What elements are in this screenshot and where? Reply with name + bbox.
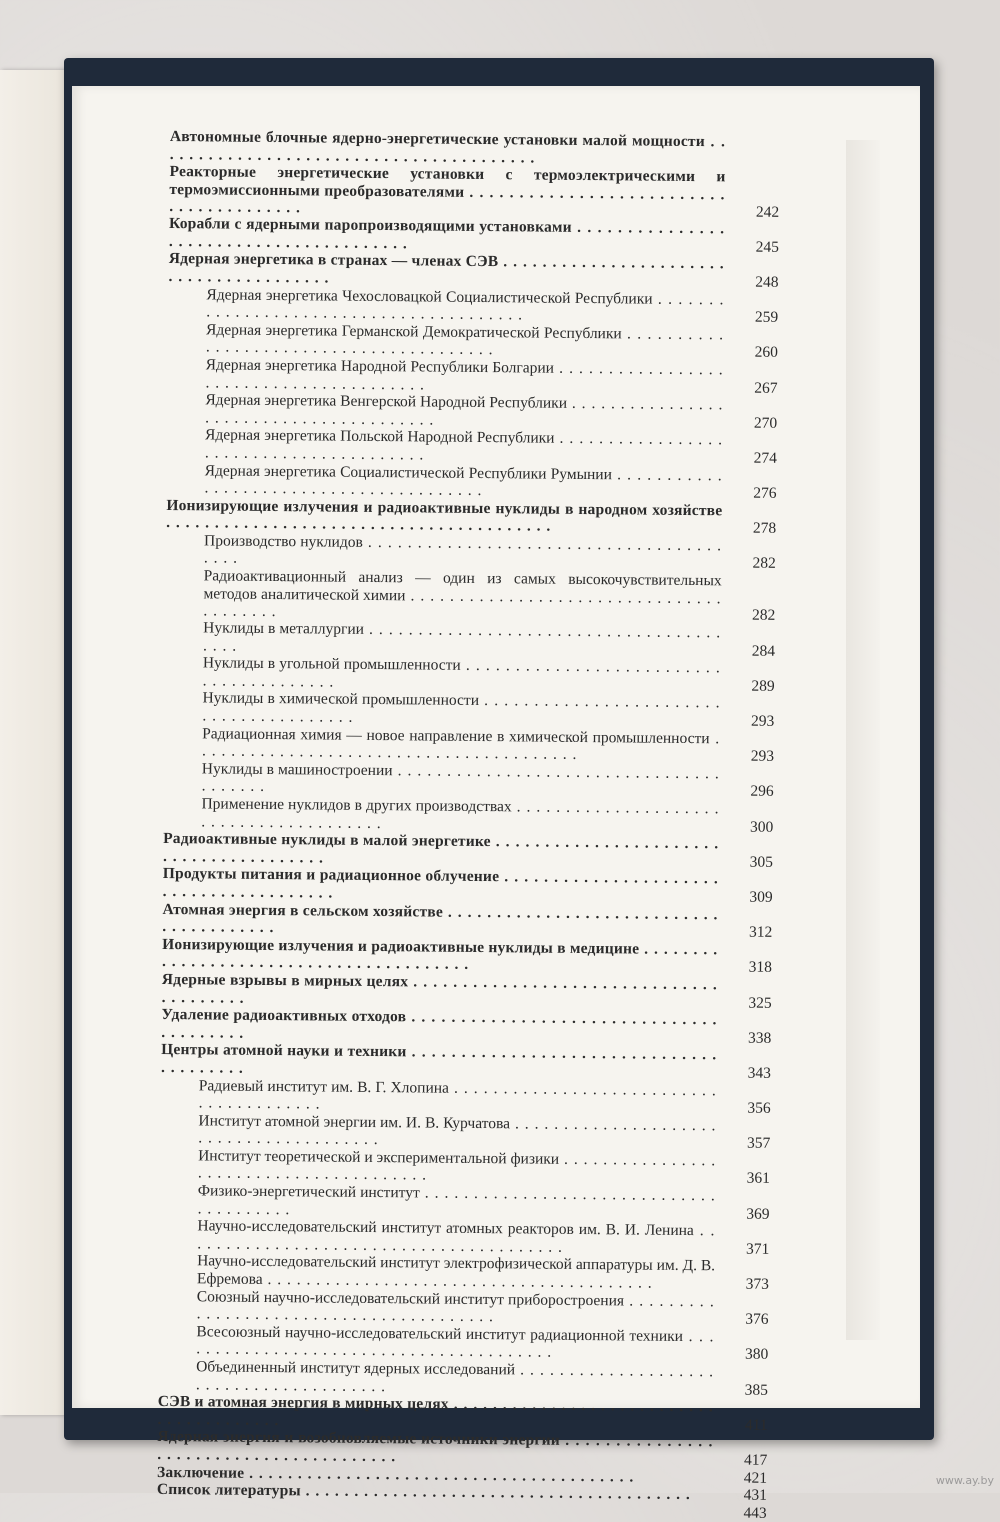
toc-entry-page: 282 bbox=[752, 555, 776, 573]
toc-entry-title: Нуклиды в химической промышленности . . bbox=[202, 690, 720, 730]
toc-entry bbox=[165, 654, 775, 695]
toc-entry bbox=[159, 1288, 769, 1329]
toc-entry-page: 431 bbox=[743, 1486, 767, 1504]
toc-entry bbox=[169, 163, 779, 221]
toc-entry-page: 276 bbox=[753, 484, 777, 502]
toc-entry-page: 289 bbox=[751, 677, 775, 695]
toc-entry bbox=[165, 567, 775, 625]
toc-entry-title bbox=[157, 1516, 713, 1521]
toc-entry-title: Автономные блочные ядерно-энергетические установки малой мощности . . bbox=[170, 128, 726, 169]
toc-entry bbox=[162, 901, 772, 942]
toc-entry-page: 242 bbox=[755, 203, 780, 221]
toc-entry bbox=[169, 215, 779, 256]
toc-entry-page: 343 bbox=[747, 1064, 772, 1082]
toc-entry-page: 245 bbox=[755, 238, 779, 256]
toc-entry bbox=[158, 1323, 768, 1364]
toc-entry-page: 411 bbox=[744, 1416, 768, 1434]
toc-entry-title: Применение нуклидов в других производствах . . bbox=[201, 795, 719, 835]
toc-entry-page: 300 bbox=[749, 818, 774, 836]
toc-entry-title: Ядерные взрывы в мирных целях . . bbox=[162, 971, 718, 1012]
toc-entry bbox=[168, 286, 778, 327]
toc-entry-page: 260 bbox=[754, 343, 778, 362]
toc-entry-title: Институт атомной энергии им. И. В. Курчатова . . bbox=[198, 1112, 716, 1152]
toc-entry bbox=[165, 619, 775, 660]
toc-entry-page: 296 bbox=[750, 783, 774, 801]
toc-entry-page: 309 bbox=[749, 888, 773, 906]
toc-entry-title: Заключение . . bbox=[157, 1464, 713, 1487]
toc-entry-title: Научно-исследовательский институт атомных реакторов им. В. И. Ленина . . bbox=[197, 1218, 715, 1258]
toc-entry-title: Союзный научно-исследовательский институт приборостроения . . bbox=[197, 1288, 715, 1328]
toc-entry-title: Список литературы . . bbox=[157, 1481, 713, 1504]
toc-entry-page: 380 bbox=[744, 1345, 769, 1364]
toc-entry bbox=[164, 689, 774, 730]
toc-entry bbox=[161, 1076, 771, 1117]
toc-entry bbox=[160, 1182, 770, 1223]
toc-entry-title: Производство нуклидов . . bbox=[204, 532, 722, 572]
toc-entry bbox=[160, 1112, 770, 1153]
toc-entry bbox=[168, 321, 778, 362]
toc-entry-title: Радиационная химия — новое направление в химической промышленности . . bbox=[202, 725, 720, 765]
toc-entry-title: Ионизирующие излучения и радиоактивные нуклиды в народном хозяйстве . . bbox=[166, 497, 722, 538]
toc-entry bbox=[167, 391, 777, 432]
toc-entry bbox=[166, 497, 776, 538]
toc-entry-title: Ядерная энергетика Германской Демократической Республики . . bbox=[206, 321, 724, 361]
toc-entry bbox=[160, 1147, 770, 1188]
toc-entry bbox=[166, 532, 776, 573]
toc-entry-title: Продукты питания и радиационное облучение . . bbox=[163, 865, 719, 906]
toc-entry-title: Радиоактивационный анализ — один из самых высокочувствительных методов аналитической химии . . bbox=[203, 567, 721, 624]
toc-entry bbox=[167, 356, 777, 397]
toc-entry bbox=[164, 725, 774, 766]
toc-entry-page: 318 bbox=[748, 958, 773, 977]
toc-entry bbox=[161, 1041, 771, 1082]
toc-entry-page: 443 bbox=[743, 1504, 767, 1522]
toc-entry-title: Реакторные энергетические установки с термоэлектрическими и термоэмиссионными преобразователями . . bbox=[169, 163, 725, 220]
toc-entry-title: Радиевый институт им. В. Г. Хлопина . . bbox=[199, 1077, 717, 1117]
toc-entry-title: Ядерная энергетика Польской Народной Республики . . bbox=[205, 427, 723, 467]
toc-entry-page: 248 bbox=[755, 273, 779, 291]
toc-entry-title: Ядерная энергетика в странах — членах СЭВ . . bbox=[168, 250, 724, 291]
table-of-contents bbox=[157, 128, 780, 1522]
toc-entry-page: 282 bbox=[752, 607, 776, 625]
toc-entry-page: 385 bbox=[744, 1381, 768, 1399]
watermark: www.ay.by bbox=[935, 1474, 994, 1487]
toc-entry-title: Радиоактивные нуклиды в малой энергетике . . bbox=[163, 830, 719, 871]
toc-entry-title: Ядерная энергетика Социалистической Республики Румынии . . bbox=[204, 462, 722, 502]
toc-entry-page: 284 bbox=[751, 642, 776, 660]
toc-entry-page: 274 bbox=[753, 449, 777, 467]
toc-entry bbox=[163, 830, 773, 871]
toc-entry-title: Центры атомной науки и техники . . bbox=[161, 1041, 717, 1082]
toc-entry-title: Физико-энергетический институт . . bbox=[198, 1182, 716, 1222]
toc-entry-page: 356 bbox=[747, 1099, 771, 1117]
toc-entry bbox=[163, 865, 773, 906]
toc-entry bbox=[159, 1217, 769, 1258]
toc-entry-page: 371 bbox=[745, 1240, 770, 1258]
toc-entry-title: Атомная энергия в сельском хозяйстве . . bbox=[162, 901, 718, 942]
toc-entry-title: Ионизирующие излучения и радиоактивные нуклиды в медицине . . bbox=[162, 936, 718, 977]
toc-entry bbox=[170, 128, 780, 169]
toc-entry-page: 338 bbox=[747, 1029, 772, 1047]
toc-entry-page: 278 bbox=[752, 519, 777, 538]
toc-entry bbox=[158, 1393, 768, 1434]
toc-entry-page: 376 bbox=[745, 1310, 769, 1329]
toc-entry bbox=[164, 760, 774, 801]
toc-entry-title: Нуклиды в металлургии . . bbox=[203, 619, 721, 659]
toc-entry-page: 357 bbox=[746, 1134, 771, 1153]
toc-entry-title: Удаление радиоактивных отходов . . bbox=[161, 1006, 717, 1047]
toc-entry-page: 421 bbox=[743, 1469, 768, 1487]
toc-entry-title: Ядерная энергетика Венгерской Народной Республики . . bbox=[205, 391, 723, 431]
toc-entry-title: Ядерная энергия и возобновляемые источники энергии . . bbox=[157, 1428, 713, 1469]
toc-entry bbox=[167, 426, 777, 467]
toc-entry-page: 293 bbox=[751, 712, 775, 730]
toc-entry bbox=[162, 936, 772, 977]
toc-entry-page: 305 bbox=[749, 853, 774, 871]
toc-entry-page: 312 bbox=[748, 923, 773, 941]
toc-entry-page: 361 bbox=[746, 1170, 771, 1188]
toc-entry-page: 369 bbox=[746, 1205, 770, 1223]
toc-entry-page: 267 bbox=[754, 379, 778, 397]
toc-entry-page: 293 bbox=[750, 747, 775, 766]
toc-entry-title: Нуклиды в угольной промышленности . . bbox=[203, 655, 721, 695]
toc-entry-title: Всесоюзный научно-исследовательский институт радиационной техники . . bbox=[196, 1323, 714, 1363]
toc-entry-title: Объединенный институт ядерных исследований . . bbox=[196, 1358, 714, 1398]
toc-entry bbox=[157, 1428, 767, 1469]
toc-entry-title: СЭВ и атомная энергия в мирных целях . . bbox=[158, 1393, 714, 1434]
toc-entry-title: Корабли с ядерными паропроизводящими установками . . bbox=[169, 215, 725, 256]
toc-entry-title: Ядерная энергетика Народной Республики Болгарии . . bbox=[205, 356, 723, 396]
toc-entry bbox=[161, 1006, 771, 1047]
toc-entry-title: Научно-исследовательский институт электрофизической аппаратуры им. Д. В. Ефремова . . bbox=[197, 1253, 715, 1293]
toc-entry bbox=[162, 971, 772, 1012]
toc-entry-title: Ядерная энергетика Чехословацкой Социалистической Республики . . bbox=[206, 286, 724, 326]
toc-entry bbox=[158, 1358, 768, 1399]
toc-entry-title: Институт теоретической и экспериментальной физики . . bbox=[198, 1147, 716, 1187]
toc-entry-page: 325 bbox=[748, 994, 772, 1012]
toc-entry-page: 270 bbox=[753, 414, 778, 432]
toc-entry bbox=[168, 250, 778, 291]
toc-entry-page: 373 bbox=[745, 1275, 770, 1293]
toc-entry bbox=[163, 795, 773, 836]
toc-entry bbox=[166, 461, 776, 502]
toc-entry-title: Нуклиды в машиностроении . . bbox=[202, 760, 720, 800]
toc-entry-page: 417 bbox=[743, 1451, 768, 1469]
toc-entry-page: 259 bbox=[754, 308, 779, 327]
page-fold bbox=[846, 140, 880, 1340]
toc-entry bbox=[159, 1252, 769, 1293]
